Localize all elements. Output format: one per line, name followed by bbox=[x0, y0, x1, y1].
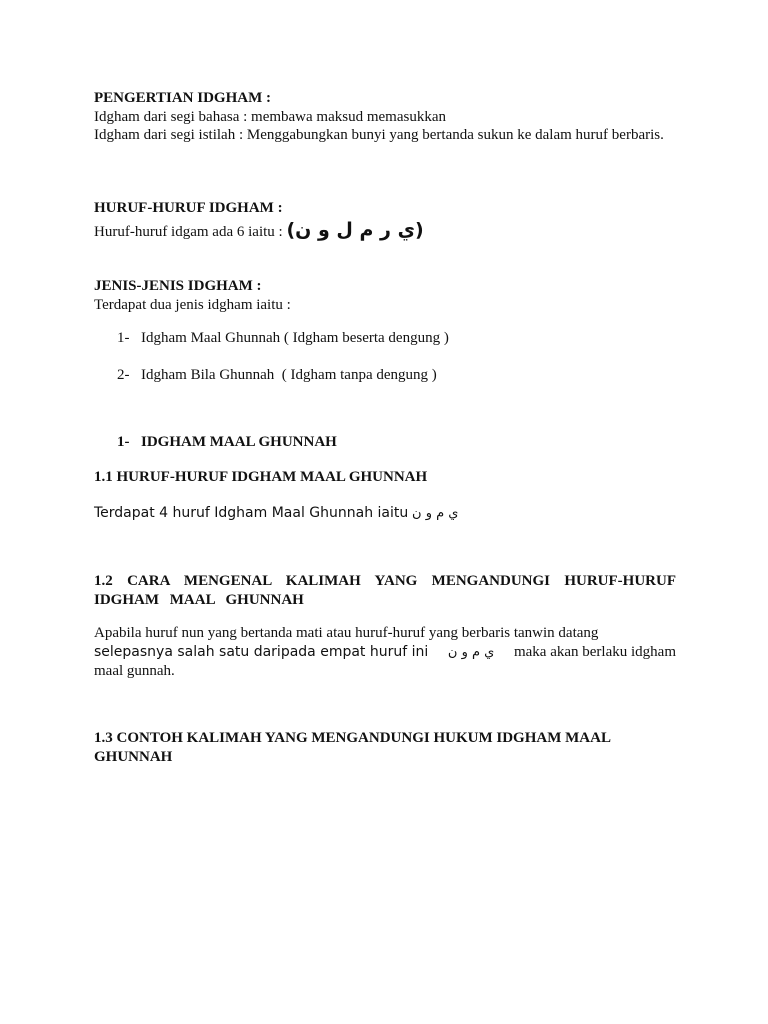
heading-1-1: 1.1 HURUF-HURUF IDGHAM MAAL GHUNNAH bbox=[94, 469, 428, 485]
heading-jenis-jenis-idgham: JENIS-JENIS IDGHAM : bbox=[94, 278, 262, 294]
definition-istilah: Idgham dari segi istilah : Menggabungkan bunyi yang bertanda sukun ke dalam huruf berbaris. bbox=[94, 127, 664, 143]
part1-heading bbox=[117, 433, 337, 452]
text-1-2 bbox=[94, 624, 676, 681]
text-1-1-body: Terdapat 4 huruf Idgham Maal Ghunnah iaitu bbox=[94, 505, 409, 521]
huruf-idgham-text: Huruf-huruf idgam ada 6 iaitu : bbox=[94, 223, 287, 240]
list-number: 1- bbox=[117, 330, 130, 346]
list-item-text: Idgham Maal Ghunnah ( Idgham beserta dengung ) bbox=[141, 330, 449, 346]
list-item bbox=[117, 329, 449, 348]
section-huruf-idgham bbox=[94, 199, 676, 241]
text-1-2-line1: Apabila huruf nun yang bertanda mati atau huruf-huruf yang berbaris tanwin datang bbox=[94, 625, 599, 641]
arabic-letters-four: ي م و ن bbox=[412, 506, 459, 521]
heading-huruf-huruf-idgham: HURUF-HURUF IDGHAM : bbox=[94, 200, 283, 216]
definition-bahasa: Idgham dari segi bahasa : membawa maksud memasukkan bbox=[94, 108, 446, 125]
text-1-2-line2 bbox=[94, 643, 676, 663]
section-jenis-idgham bbox=[94, 277, 676, 314]
part1-title: IDGHAM MAAL GHUNNAH bbox=[141, 434, 337, 450]
list-item-text: Idgham Bila Ghunnah ( Idgham tanpa dengung ) bbox=[141, 367, 437, 383]
heading-1-2: 1.2 CARA MENGENAL KALIMAH YANG MENGANDUNGI HURUF-HURUF IDGHAM MAAL GHUNNAH bbox=[94, 573, 676, 608]
text-1-2-part-b: selepasnya salah satu daripada empat huruf ini bbox=[94, 643, 429, 660]
huruf-idgham-line bbox=[94, 218, 676, 242]
text-1-2-part-c: maka akan berlaku idgham bbox=[513, 643, 676, 660]
part1-number: 1- bbox=[117, 434, 130, 450]
heading-pengertian-idgham: PENGERTIAN IDGHAM : bbox=[94, 90, 271, 106]
jenis-intro: Terdapat dua jenis idgham iaitu : bbox=[94, 296, 291, 313]
section-pengertian bbox=[94, 89, 676, 145]
list-number: 2- bbox=[117, 367, 130, 383]
text-1-2-line3: maal gunnah. bbox=[94, 663, 175, 679]
text-1-1 bbox=[94, 504, 676, 524]
heading-1-3: 1.3 CONTOH KALIMAH YANG MENGANDUNGI HUKUM IDGHAM MAAL GHUNNAH bbox=[94, 730, 611, 765]
list-item bbox=[117, 366, 437, 385]
arabic-letters-six: (ي ر م ل و ن) bbox=[286, 218, 424, 241]
arabic-letters-four-inline: ي م و ن bbox=[447, 644, 495, 660]
